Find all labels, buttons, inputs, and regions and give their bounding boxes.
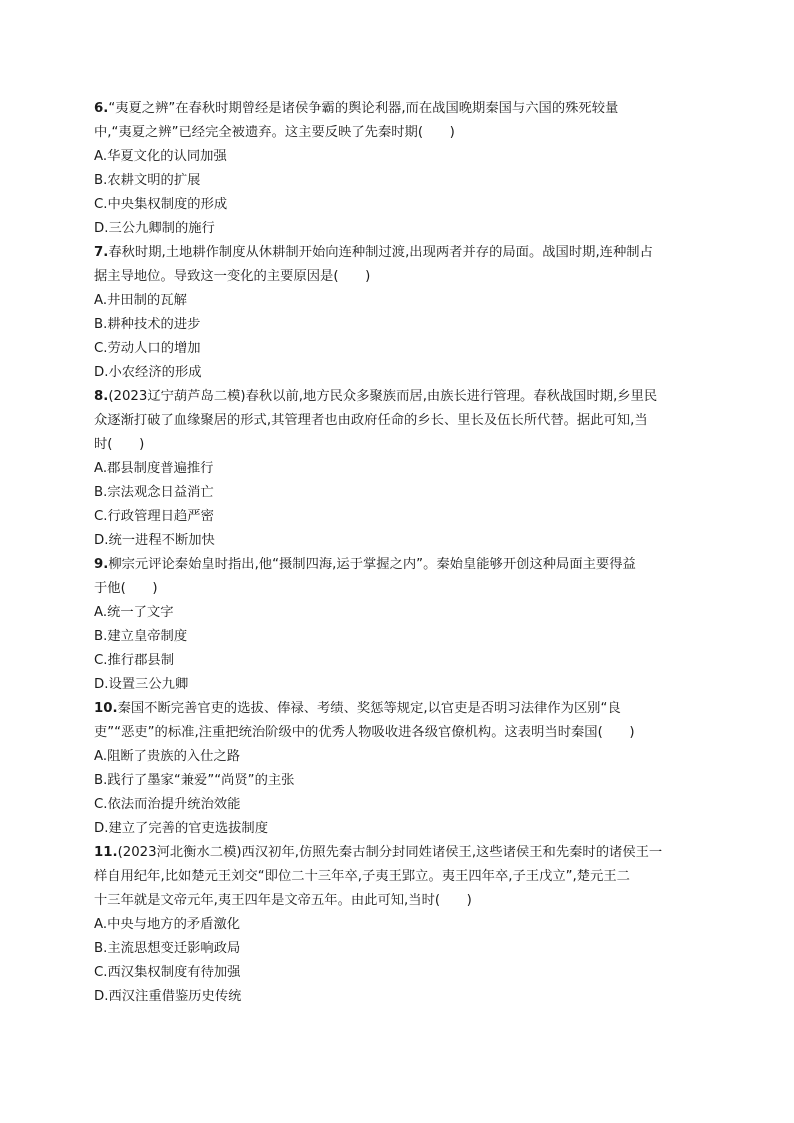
answer-option: B.建立皇帝制度 — [94, 629, 188, 644]
question-number: 11. — [94, 845, 118, 860]
question-list — [94, 97, 709, 1009]
answer-option: D.设置三公九卿 — [94, 677, 189, 692]
question-number: 9. — [94, 557, 109, 572]
answer-option: B.主流思想变迁影响政局 — [94, 941, 241, 956]
answer-option: A.井田制的瓦解 — [94, 293, 187, 308]
question-9 — [94, 553, 709, 697]
question-stem-line — [94, 385, 709, 409]
question-7 — [94, 241, 709, 385]
question-stem-line — [94, 697, 709, 721]
answer-option: B.耕种技术的进步 — [94, 317, 201, 332]
answer-option: C.推行郡县制 — [94, 653, 174, 668]
question-stem-text: (2023河北衡水二模)西汉初年,仿照先秦古制分封同姓诸侯王,这些诸侯王和先秦时的诸侯王一 — [117, 845, 663, 860]
answer-option: D.建立了完善的官吏选拔制度 — [94, 821, 269, 836]
answer-option: C.行政管理日趋严密 — [94, 509, 214, 524]
answer-option: A.华夏文化的认同加强 — [94, 149, 227, 164]
answer-option: B.践行了墨家“兼爱”“尚贤”的主张 — [94, 773, 295, 788]
question-stem-text: 吏”“恶吏”的标准,注重把统治阶级中的优秀人物吸收进各级官僚机构。这表明当时秦国( ) — [94, 725, 635, 740]
question-stem-line — [94, 409, 709, 433]
question-stem-text: “夷夏之辨”在春秋时期曾经是诸侯争霸的舆论利器,而在战国晚期秦国与六国的殊死较量 — [108, 101, 619, 116]
question-stem-text: 样自用纪年,比如楚元王刘交“即位二十三年卒,子夷王郢立。夷王四年卒,子王戊立”,楚元王二 — [94, 869, 630, 884]
question-stem-text: 时( ) — [94, 437, 145, 452]
question-10 — [94, 697, 709, 841]
answer-option: A.统一了文字 — [94, 605, 174, 620]
question-stem-line — [94, 577, 709, 601]
question-stem-text: 于他( ) — [94, 581, 158, 596]
question-stem-text: 秦国不断完善官吏的选拔、俸禄、考绩、奖惩等规定,以官吏是否明习法律作为区别“良 — [117, 701, 621, 716]
answer-option: A.中央与地方的矛盾激化 — [94, 917, 241, 932]
question-stem-text: (2023辽宁葫芦岛二模)春秋以前,地方民众多聚族而居,由族长进行管理。春秋战国时期,乡里民 — [108, 389, 658, 404]
answer-option: B.宗法观念日益消亡 — [94, 485, 214, 500]
answer-option: C.西汉集权制度有待加强 — [94, 965, 241, 980]
question-stem-text: 据主导地位。导致这一变化的主要原因是( ) — [94, 269, 371, 284]
question-number: 8. — [94, 389, 109, 404]
answer-option: B.农耕文明的扩展 — [94, 173, 201, 188]
question-stem-line — [94, 265, 709, 289]
question-stem-line — [94, 433, 709, 457]
answer-option: C.中央集权制度的形成 — [94, 197, 228, 212]
answer-option: A.郡县制度普遍推行 — [94, 461, 214, 476]
question-stem-line — [94, 97, 709, 121]
question-number: 6. — [94, 101, 109, 116]
question-stem-line — [94, 889, 709, 913]
answer-option: C.劳动人口的增加 — [94, 341, 201, 356]
question-stem-line — [94, 241, 709, 265]
question-stem-line — [94, 721, 709, 745]
question-stem-text: 十三年就是文帝元年,夷王四年是文帝五年。由此可知,当时( ) — [94, 893, 472, 908]
question-8 — [94, 385, 709, 553]
question-stem-text: 春秋时期,土地耕作制度从休耕制开始向连种制过渡,出现两者并存的局面。战国时期,连种制占 — [108, 245, 653, 260]
question-number: 10. — [94, 701, 118, 716]
question-number: 7. — [94, 245, 109, 260]
question-stem-text: 中,“夷夏之辨”已经完全被遗弃。这主要反映了先秦时期( ) — [94, 125, 455, 140]
question-stem-line — [94, 841, 709, 865]
question-stem-line — [94, 121, 709, 145]
answer-option: C.依法而治提升统治效能 — [94, 797, 241, 812]
question-stem-text: 柳宗元评论秦始皇时指出,他“摄制四海,运于掌握之内”。秦始皇能够开创这种局面主要得益 — [108, 557, 636, 572]
answer-option: D.统一进程不断加快 — [94, 533, 215, 548]
answer-option: D.西汉注重借鉴历史传统 — [94, 989, 242, 1004]
answer-option: D.小农经济的形成 — [94, 365, 202, 380]
question-11 — [94, 841, 709, 1009]
question-stem-line — [94, 553, 709, 577]
question-stem-text: 众逐渐打破了血缘聚居的形式,其管理者也由政府任命的乡长、里长及伍长所代替。据此可知,当 — [94, 413, 648, 428]
answer-option: D.三公九卿制的施行 — [94, 221, 215, 236]
question-stem-line — [94, 865, 709, 889]
question-6 — [94, 97, 709, 241]
answer-option: A.阻断了贵族的入仕之路 — [94, 749, 241, 764]
